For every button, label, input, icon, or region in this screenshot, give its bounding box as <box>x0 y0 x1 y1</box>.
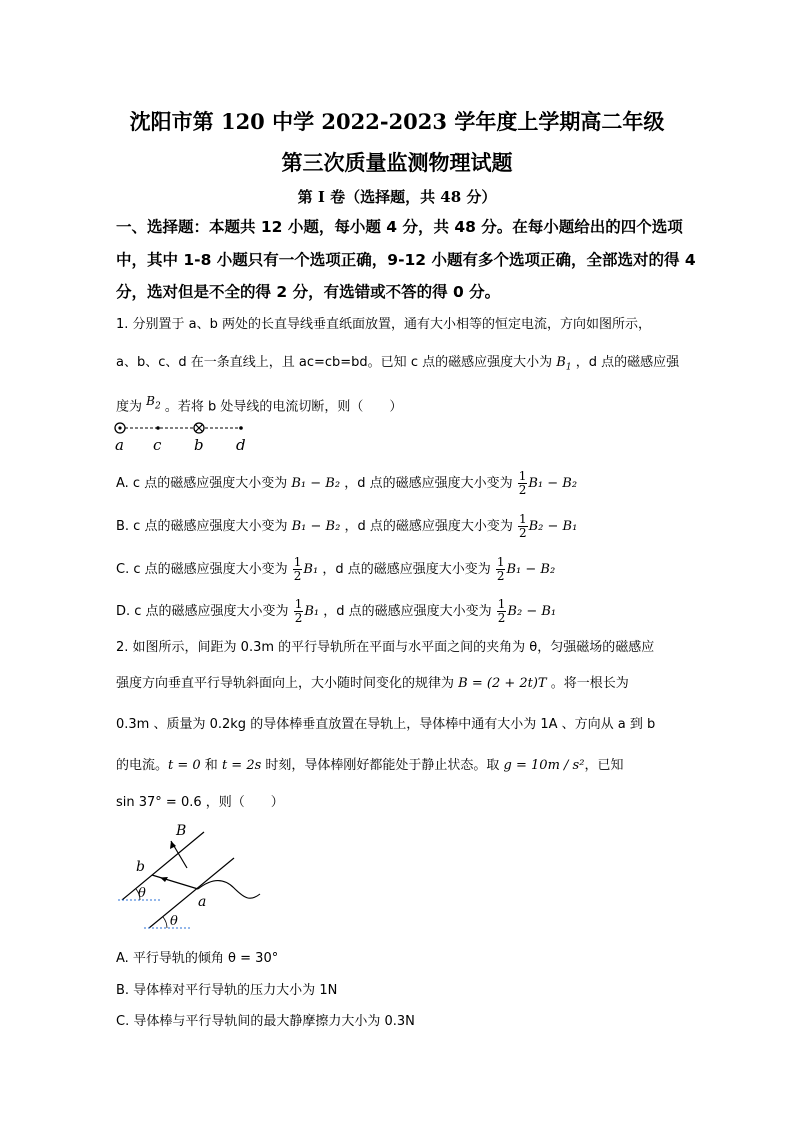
q2-stem-line5: sin 37° = 0.6 ，则（ ） <box>116 795 284 810</box>
q1-wire-diagram <box>110 418 260 456</box>
q2-lead-wire <box>198 881 260 899</box>
q2-stem-line1: 2. 如图所示，间距为 0.3m 的平行导轨所在平面与水平面之间的夹角为 θ，匀强磁场的磁感应 <box>116 640 655 655</box>
q2-label-theta-lower: θ <box>170 914 178 929</box>
instructions-line2: 中，其中 1-8 小题只有一个选项正确，9-12 小题有多个选项正确，全部选对的得 4 <box>116 251 696 269</box>
q2-label-a: a <box>198 894 207 910</box>
q1-stem-line3: 度为 $^{B_2}$ 。若将 b 处导线的电流切断，则（ ） <box>116 394 403 415</box>
q2-rail-lower <box>149 858 234 928</box>
instructions-line1: 一、选择题：本题共 12 小题，每小题 4 分，共 48 分。在每小题给出的四个选项 <box>116 218 683 236</box>
q1-label-a: a <box>115 436 124 454</box>
q1-point-c <box>156 426 160 430</box>
q2-rail-upper <box>122 832 204 900</box>
q1-option-c[interactable]: C. c 点的磁感应强度大小变为 $\frac{1}{2}$ B₁ ，d 点的磁感应强度大小变为 $\frac{1}{2}$ B₁ − B₂ <box>116 555 556 583</box>
q2-stem-line3: 0.3m 、质量为 0.2kg 的导体棒垂直放置在导轨上，导体棒中通有大小为 1A 、方向从 a 到 b <box>116 717 656 732</box>
q1-label-b: b <box>194 436 204 454</box>
q2-option-c[interactable]: C. 导体棒与平行导轨间的最大静摩擦力大小为 0.3N <box>116 1014 415 1029</box>
q1-option-a[interactable]: A. c 点的磁感应强度大小变为 B₁ − B₂ ，d 点的磁感应强度大小变为 $\frac{1}{2}$ B₁ − B₂ <box>116 469 578 497</box>
q2-label-b: b <box>136 859 145 875</box>
q2-conductor-rod <box>152 875 198 889</box>
page-title-line1: 沈阳市第 120 中学 2022-2023 学年度上学期高二年级 <box>129 109 665 134</box>
q1-option-b[interactable]: B. c 点的磁感应强度大小变为 B₁ − B₂ ，d 点的磁感应强度大小变为 $\frac{1}{2}$ B₂ − B₁ <box>116 512 578 540</box>
q1-stem-line1: 1. 分别置于 a、b 两处的长直导线垂直纸面放置，通有大小相等的恒定电流，方向如图所示， <box>116 317 652 332</box>
q2-stem-line4: 的电流。t = 0 和 t = 2s 时刻，导体棒刚好都能处于静止状态。取 g = 10m / s²，已知 <box>116 758 624 773</box>
q2-label-B: B <box>176 823 187 839</box>
q1-b1-symbol: $B_1$ <box>556 355 572 373</box>
q1-b2-symbol: B2 <box>146 394 161 412</box>
q2-option-a[interactable]: A. 平行导轨的倾角 θ = 30° <box>116 951 279 966</box>
q1-label-c: c <box>153 436 162 454</box>
q1-point-d <box>239 426 243 430</box>
page-title-line2: 第三次质量监测物理试题 <box>281 150 513 175</box>
section-heading: 第 I 卷（选择题，共 48 分） <box>297 188 497 206</box>
q1-stem-line2: a、b、c、d 在一条直线上，且 ac=cb=bd。已知 c 点的磁感应强度大小为 $B_1$ ，d 点的磁感应强 <box>116 355 680 373</box>
q2-option-b[interactable]: B. 导体棒对平行导轨的压力大小为 1N <box>116 983 338 998</box>
q2-rails-diagram <box>112 818 262 936</box>
instructions-line3: 分，选对但是不全的得 2 分，有选错或不答的得 0 分。 <box>116 283 501 301</box>
q1-option-d[interactable]: D. c 点的磁感应强度大小变为 $\frac{1}{2}$ B₁ ，d 点的磁感应强度大小变为 $\frac{1}{2}$ B₂ − B₁ <box>116 597 557 625</box>
q2-stem-line2: 强度方向垂直平行导轨斜面向上，大小随时间变化的规律为 B = (2 + 2t)T 。将一根长为 <box>116 676 629 691</box>
q1-label-d: d <box>236 436 246 454</box>
q2-label-theta-upper: θ <box>138 886 146 901</box>
